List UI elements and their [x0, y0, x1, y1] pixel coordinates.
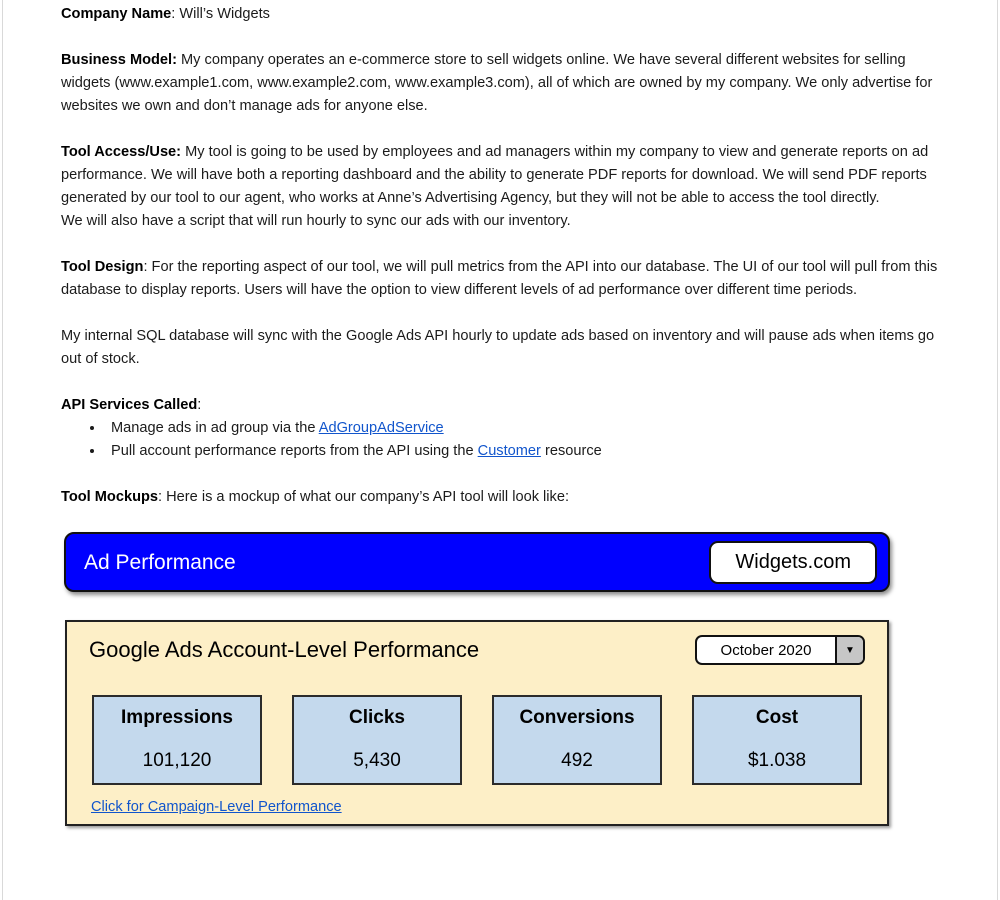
metric-label: Clicks	[349, 707, 405, 728]
business-model-label: Business Model:	[61, 52, 177, 68]
tool-design-label: Tool Design	[61, 259, 144, 275]
metric-cards-row	[92, 695, 862, 785]
paragraph-tool-access	[61, 141, 943, 233]
tool-access-label: Tool Access/Use:	[61, 144, 182, 160]
metric-label: Cost	[755, 707, 799, 728]
metric-card-cost	[692, 695, 862, 785]
widgets-site-button[interactable]: Widgets.com	[709, 541, 877, 584]
tool-mockups-text: : Here is a mockup of what our company’s API tool will look like:	[158, 489, 570, 505]
metric-value: 101,120	[142, 750, 212, 771]
metric-label: Impressions	[121, 707, 233, 728]
panel-title: Google Ads Account-Level Performance	[89, 637, 480, 662]
paragraph-tool-mockups	[61, 486, 943, 509]
company-name-value: : Will’s Widgets	[171, 6, 270, 22]
business-model-text: My company operates an e-commerce store to sell widgets online. We have several different websites for selling widgets (www.example1.com, www.example2.com, www.example3.com), all of which are owned by my company. We only advertise for websites we own and don’t manage ads for anyone else.	[61, 52, 933, 114]
campaign-level-performance-link[interactable]: Click for Campaign-Level Performance	[91, 799, 342, 815]
tool-mockups-label: Tool Mockups	[61, 489, 159, 505]
customer-resource-link[interactable]: Customer	[477, 443, 541, 459]
metric-card-clicks	[292, 695, 462, 785]
dropdown-arrow-icon[interactable]: ▼	[835, 637, 863, 663]
list-item-customer-resource	[105, 440, 943, 463]
tool-access-text: My tool is going to be used by employees and ad managers within my company to view and generate reports on ad performance. We will have both a reporting dashboard and the ability to generate PDF reports for download. We will send PDF reports generated by our tool to our agent, who works at Anne’s Advertising Agency, but they will not be able to access the tool directly.	[61, 144, 929, 206]
paragraph-api-services-heading	[61, 394, 943, 417]
metric-value: 5,430	[353, 750, 401, 771]
mockup-app-title: Ad Performance	[84, 550, 236, 574]
account-performance-panel	[65, 620, 889, 826]
bullet-text-suffix: resource	[540, 443, 602, 459]
company-name-label: Company Name	[61, 6, 172, 22]
metric-value: 492	[561, 750, 593, 771]
metric-value: $1.038	[747, 750, 807, 771]
bullet-text-prefix: Manage ads in ad group via the	[111, 420, 319, 436]
paragraph-sql-sync	[61, 325, 943, 371]
metric-label: Conversions	[519, 707, 635, 728]
api-services-list	[61, 417, 943, 463]
paragraph-tool-design	[61, 256, 943, 302]
api-services-colon: :	[197, 397, 202, 413]
panel-header-row	[89, 635, 865, 665]
sql-sync-text: My internal SQL database will sync with the Google Ads API hourly to update ads based on inventory and will pause ads when items go out of stock.	[61, 328, 935, 367]
document-content	[3, 0, 997, 826]
adgroupadservice-link[interactable]: AdGroupAdService	[318, 420, 444, 436]
list-item-adgroupadservice	[105, 417, 943, 440]
api-services-label: API Services Called	[61, 397, 198, 413]
tool-design-text: : For the reporting aspect of our tool, we will pull metrics from the API into our database. The UI of our tool will pull from this database to display reports. Users will have the option to view different levels of ad performance over different time periods.	[61, 259, 938, 298]
paragraph-business-model	[61, 49, 943, 118]
tool-access-script-note: We will also have a script that will run hourly to sync our ads with our inventory.	[61, 213, 571, 229]
mockup-header-bar	[64, 532, 890, 592]
month-dropdown[interactable]	[695, 635, 865, 665]
metric-card-conversions	[492, 695, 662, 785]
month-dropdown-value: October 2020	[720, 641, 812, 659]
paragraph-company-name	[61, 3, 943, 26]
bullet-text-prefix: Pull account performance reports from the API using the	[111, 443, 478, 459]
metric-card-impressions	[92, 695, 262, 785]
document-page	[2, 0, 998, 900]
